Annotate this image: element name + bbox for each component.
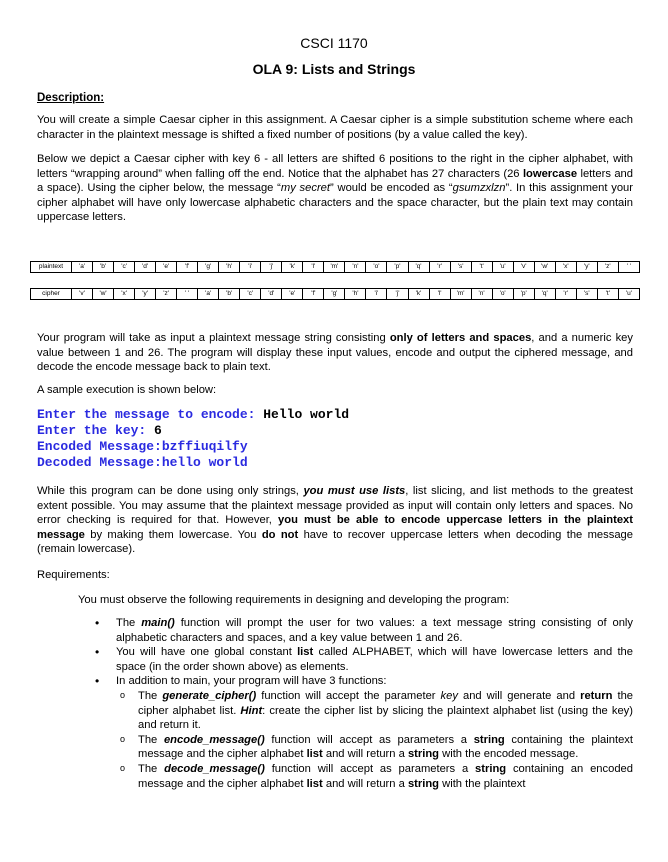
- cipher-cell: 'b': [219, 289, 240, 300]
- sample-line-encoded: Encoded Message:bzffiuqilfy: [37, 439, 248, 454]
- cipher-cell: 'w': [93, 289, 114, 300]
- cipher-cell: 'z': [156, 289, 177, 300]
- plaintext-cell: 'u': [492, 262, 513, 273]
- cipher-row: [31, 289, 640, 300]
- plaintext-cell: 'x': [555, 262, 576, 273]
- cipher-cell: 'd': [261, 289, 282, 300]
- cipher-cell: 'y': [135, 289, 156, 300]
- requirement-main: • The main() function will prompt the user for two values: a text message string consisting of only alphabetic characters and spaces, and a key value between 1 and 26.: [95, 616, 633, 645]
- sample-line-decoded: Decoded Message:hello world: [37, 455, 248, 470]
- cipher-cell: 'u': [618, 289, 639, 300]
- cipher-cell: 'v': [72, 289, 93, 300]
- cipher-table: [30, 288, 640, 300]
- intro-paragraph: You will create a simple Caesar cipher in this assignment. A Caesar cipher is a simple substitution scheme where each character in the plaintext message is shifted a fixed number of positions (by a value called the key).: [37, 114, 633, 141]
- cipher-cell: 'r': [555, 289, 576, 300]
- plaintext-cell: 'i': [240, 262, 261, 273]
- plaintext-cell: 'e': [156, 262, 177, 273]
- description-heading: Description:: [37, 92, 105, 104]
- cipher-cell: 'g': [324, 289, 345, 300]
- plaintext-cell: 'n': [345, 262, 366, 273]
- cipher-explanation-paragraph: Below we depict a Caesar cipher with key 6 - all letters are shifted 6 positions to the right in the cipher alphabet, with letters “wrapping around” when falling off the end. Notice that the alphabet has 27 characters (26 lowercase letters and a space). Using the cipher below, the message “my secret” would be encoded as “gsumzxlzn”. In this assignment your cipher alphabet will have only lowercase alphabetic characters and the space character, but the plain text may contain uppercase letters.: [37, 153, 633, 224]
- function-generate-cipher: o The generate_cipher() function will accept the parameter key and will generate and return the cipher alphabet list. Hint: create the cipher list by slicing the plaintext alphabet list (using the key) and return it.: [116, 689, 633, 733]
- plaintext-cell: 'a': [72, 262, 93, 273]
- plaintext-cell: 'h': [219, 262, 240, 273]
- plaintext-cell: 'w': [534, 262, 555, 273]
- cipher-cell: ' ': [177, 289, 198, 300]
- plaintext-cell: 'd': [135, 262, 156, 273]
- function-decode-message: o The decode_message() function will accept as parameters a string containing an encoded message and the cipher alphabet list and will return a string with the plaintext: [116, 762, 633, 791]
- cipher-cell: 'q': [534, 289, 555, 300]
- cipher-cell: 'i': [366, 289, 387, 300]
- plaintext-table: [30, 261, 640, 273]
- cipher-cell: 's': [576, 289, 597, 300]
- functions-list: [116, 689, 633, 791]
- sample-execution: [37, 407, 349, 471]
- cipher-cell: 'c': [240, 289, 261, 300]
- requirements-label: Requirements:: [37, 569, 110, 581]
- plaintext-cell: 'm': [324, 262, 345, 273]
- plaintext-row: [31, 262, 640, 273]
- cipher-cell: 'n': [471, 289, 492, 300]
- plaintext-cell: 'p': [387, 262, 408, 273]
- lists-requirement-paragraph: While this program can be done using only strings, you must use lists, list slicing, and list methods to the greatest extent possible. You may assume that the plaintext message provided as input will contain only letters and spaces. No error checking is required for that. However, you must be able to encode uppercase letters in the plaintext message by making them lowercase. You do not have to recover uppercase letters when decoding the message (remain lowercase).: [37, 485, 634, 556]
- cipher-cell: 'a': [198, 289, 219, 300]
- cipher-cell: 'x': [114, 289, 135, 300]
- plaintext-cell: 'y': [576, 262, 597, 273]
- plaintext-cell: 'j': [261, 262, 282, 273]
- plaintext-cell: 'q': [408, 262, 429, 273]
- plaintext-cell: 'z': [597, 262, 618, 273]
- cipher-cell: 'm': [450, 289, 471, 300]
- plaintext-cell: 'r': [429, 262, 450, 273]
- plaintext-cell: 'o': [366, 262, 387, 273]
- assignment-title: OLA 9: Lists and Strings: [252, 61, 416, 77]
- requirement-alphabet: • You will have one global constant list called ALPHABET, which will have lowercase letters and the space (in the order shown above) as elements.: [95, 645, 633, 674]
- cipher-cell: 'l': [429, 289, 450, 300]
- sample-line-message: Enter the message to encode: Hello world: [37, 407, 350, 422]
- plaintext-cell: 'c': [114, 262, 135, 273]
- plaintext-cell: 'g': [198, 262, 219, 273]
- course-code: CSCI 1170: [300, 35, 368, 51]
- cipher-cell: 'f': [303, 289, 324, 300]
- plaintext-cell: ' ': [618, 262, 639, 273]
- cipher-label: cipher: [31, 289, 72, 300]
- cipher-cell: 'k': [408, 289, 429, 300]
- requirements-intro: You must observe the following requirements in designing and developing the program:: [78, 594, 510, 606]
- plaintext-cell: 't': [471, 262, 492, 273]
- plaintext-cell: 's': [450, 262, 471, 273]
- cipher-cell: 'j': [387, 289, 408, 300]
- program-input-paragraph: Your program will take as input a plaintext message string consisting only of letters and spaces, and a numeric key value between 1 and 26. The program will display these input values, encode and output the ciphered message, and decode the encode message back to plain text.: [37, 332, 633, 374]
- cipher-cell: 'h': [345, 289, 366, 300]
- plaintext-cell: 'f': [177, 262, 198, 273]
- requirements-list: [95, 616, 633, 791]
- sample-intro: A sample execution is shown below:: [37, 384, 217, 396]
- cipher-cell: 'o': [492, 289, 513, 300]
- cipher-cell: 't': [597, 289, 618, 300]
- plaintext-cell: 'v': [513, 262, 534, 273]
- function-encode-message: o The encode_message() function will accept as parameters a string containing the plaintext message and the cipher alphabet list and will return a string with the encoded message.: [116, 733, 633, 762]
- plaintext-cell: 'l': [303, 262, 324, 273]
- cipher-cell: 'p': [513, 289, 534, 300]
- plaintext-cell: 'k': [282, 262, 303, 273]
- cipher-cell: 'e': [282, 289, 303, 300]
- requirement-functions: • In addition to main, your program will have 3 functions: o The generate_cipher() function will accept the parameter key and will generate and return the cipher alphabet list. Hint: create the cipher list by slicing the plaintext alphabet list (using the key) and return it. o The encode_message() function will accept as parameters a string containing the plaintext message and the cipher alphabet list and will return a string with the encoded message. o The decode_message() function will accept as parameters a string containing an encoded message and the cipher alphabet list and will return a string with the plaintext: [95, 674, 633, 791]
- sample-line-key: Enter the key: 6: [37, 423, 162, 438]
- plaintext-label: plaintext: [31, 262, 72, 273]
- plaintext-cell: 'b': [93, 262, 114, 273]
